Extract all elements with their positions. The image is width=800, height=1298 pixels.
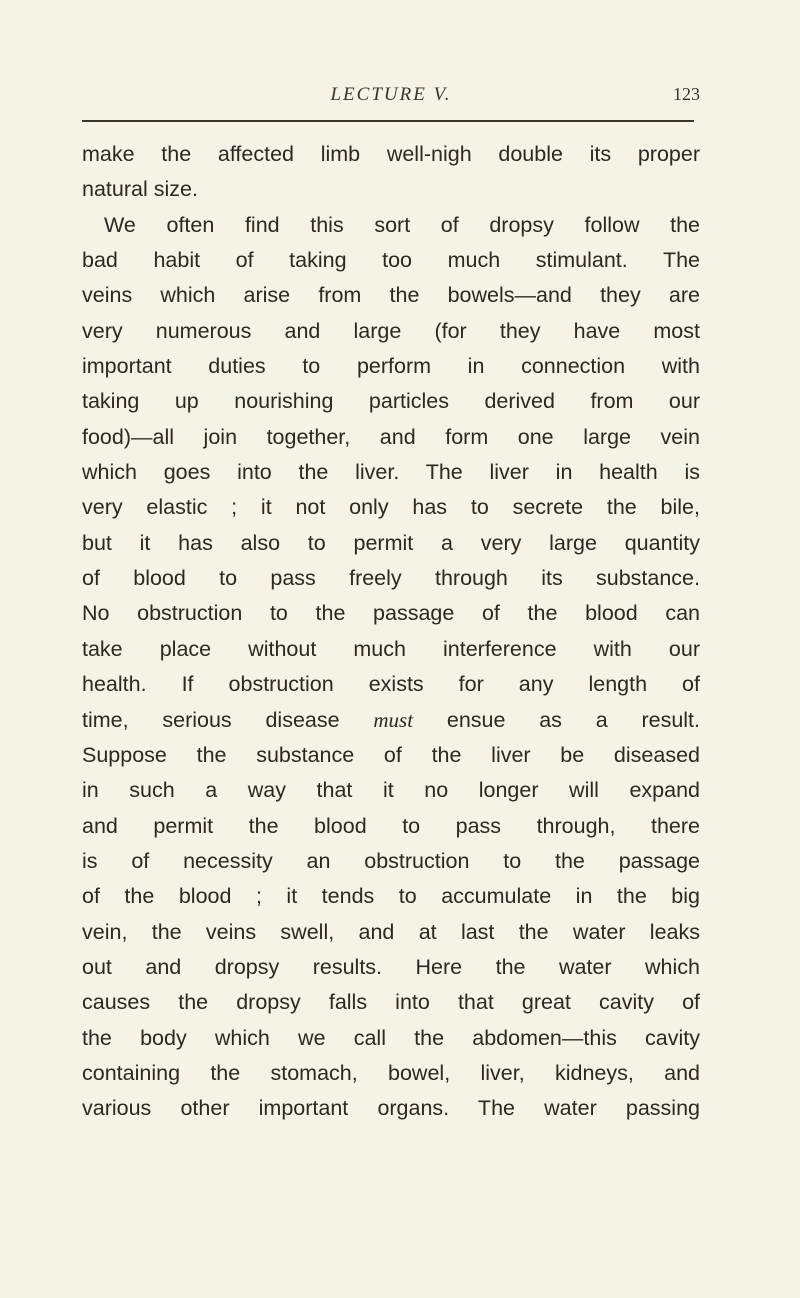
text-line: veins which arise from the bowels—and they are <box>82 283 700 308</box>
text-line: make the affected limb well-nigh double its proper <box>82 142 700 166</box>
running-head <box>82 84 700 110</box>
text-line: causes the dropsy falls into that great cavity of <box>82 990 700 1015</box>
running-title: LECTURE V. <box>330 84 452 105</box>
text-line: containing the stomach, bowel, liver, kidneys, and <box>82 1060 700 1085</box>
text-line: No obstruction to the passage of the blood can <box>82 601 700 626</box>
text-line: We often find this sort of dropsy follow the <box>104 212 700 237</box>
text-line: in such a way that it no longer will expand <box>82 778 700 803</box>
text-line: is of necessity an obstruction to the passage <box>82 848 700 873</box>
text-line: Suppose the substance of the liver be diseased <box>82 742 700 767</box>
text-line: vein, the veins swell, and at last the water leaks <box>82 919 700 944</box>
text-line: various other important organs. The water passing <box>82 1096 700 1121</box>
text-line: natural size. <box>82 177 198 202</box>
text-segment: time, serious disease <box>82 707 340 732</box>
text-line <box>82 703 700 738</box>
text-line: take place without much interference with our <box>82 636 700 661</box>
text-segment: ensue as a result. <box>446 707 701 732</box>
text-line: the body which we call the abdomen—this cavity <box>82 1025 700 1050</box>
text-line: very numerous and large (for they have most <box>82 318 700 343</box>
text-line: health. If obstruction exists for any length of <box>82 672 700 697</box>
text-line: out and dropsy results. Here the water which <box>82 954 700 979</box>
text-line: and permit the blood to pass through, there <box>82 813 700 838</box>
text-line: but it has also to permit a very large quantity <box>82 530 700 555</box>
header-rule <box>82 120 694 122</box>
text-line: food)—all join together, and form one large vein <box>82 424 700 449</box>
italic-emphasis: must <box>373 707 414 732</box>
text-line: important duties to perform in connection with <box>82 354 700 379</box>
text-line: of the blood ; it tends to accumulate in the big <box>82 884 700 909</box>
body-text <box>82 137 700 1127</box>
text-line: very elastic ; it not only has to secrete the bile, <box>82 495 700 520</box>
page-number: 123 <box>673 84 700 104</box>
text-line: which goes into the liver. The liver in health is <box>82 460 700 485</box>
text-line: of blood to pass freely through its substance. <box>82 566 700 591</box>
text-line: taking up nourishing particles derived from our <box>82 389 700 414</box>
text-line: bad habit of taking too much stimulant. The <box>82 248 700 273</box>
